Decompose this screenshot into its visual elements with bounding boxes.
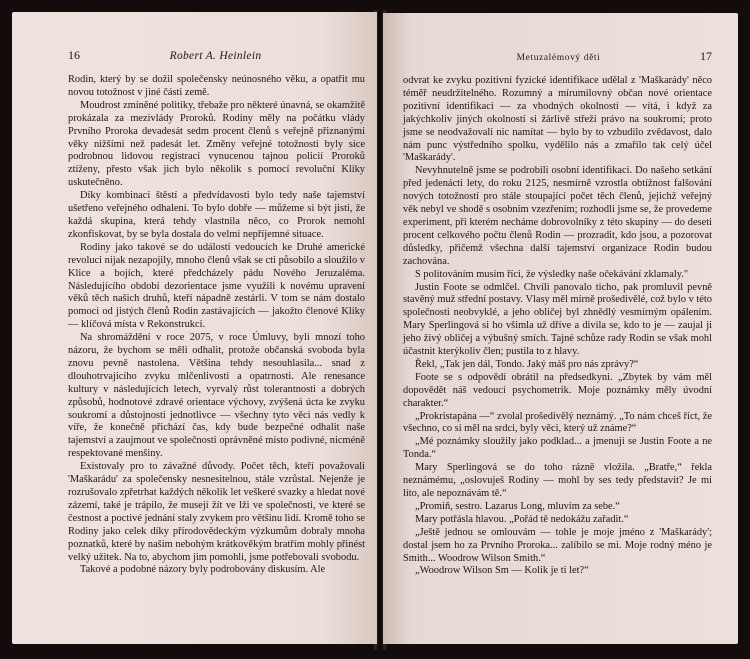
paragraph: Takové a podobné názory byly podrobovány diskusím. Ale — [80, 564, 326, 576]
paragraph: Mary potřásla hlavou. „Pořád tě nedokážu zařadit.“ — [415, 513, 629, 525]
paragraph: Mary Sperlingová se do toho rázně vložila. „Bratře,“ řekla neznámému, „oslovuješ Rodiny — mohl by ses tedy představit? Je mi líto, ale nepoznávám tě.“ — [403, 462, 712, 499]
right-page-number: 17 — [700, 49, 712, 63]
paragraph: Existovaly pro to závažné důvody. Počet těch, kteří považovali 'Maškarádu' za společensky nesnesitelnou, stále vzrůstal. Nejenže je rozrušovalo zpřetrhat každých několik let veškeré svazky a hledat nové zázemí, také je trápilo, že musejí žít ve lži ve společnosti, ve které se čestnost a poctivé jednání staly zvykem pro většinu lidí. Kromě toho se Rodiny jako celek díky přírodovědeckým výzkumům dobraly mnoha poznatků, které by našim nebohým krátkověkým bratřím mohly přinést velký užitek. Na to, abychom jim pomohli, jsme potřebovali svobodu. — [68, 461, 365, 563]
right-page-header — [403, 49, 712, 63]
right-page-body — [403, 75, 712, 578]
paragraph: „Ještě jednou se omlouvám — tohle je moje jméno z 'Maškarády'; dostal jsem ho za Prvního Proroka... zalíbilo se mi. Moje rodný méno je Smith... Woodrow Wilson Smith.“ — [403, 526, 712, 564]
paragraph: Na shromáždění v roce 2075, v roce Úmluvy, byli mnozí toho názoru, že bychom se měli odhalit, protože občanská svoboda byla znovu pevně nastolena. Většina tehdy nesouhlasila... snad z dlouhotrvajícího zvyku mlčenlivosti a opatrnosti. Ale renesance kultury v následujících letech, vyrvalý růst tolerantnosti a dobrých způsobů, hodnotové zdravé orientace výchovy, zvýšená úcta ke zvyku soukromí a důstojnosti jednotlivce — všechny tyto věci nás vedly k víře, že konečně přichází čas, kdy bude bezpečné odhalit naše tajemství a zaujmout ve společnosti oprávněné místo podivné, nicméně respektované menšiny. — [68, 332, 365, 460]
left-running-head: Robert A. Heinlein — [169, 50, 262, 62]
left-page-number: 16 — [68, 48, 80, 62]
paragraph: S politováním musím říci, že výsledky naše očekávání zklamaly." — [415, 268, 689, 280]
paragraph: Rodin, který by se dožil společensky neúnosného věku, a opatřit mu novou totožnost v jiné části země. — [68, 74, 365, 98]
right-page — [383, 13, 738, 644]
paragraph: Foote se s odpovědí obrátil na předsedkyni. „Zbytek by vám měl dopovědět náš vedoucí psychometrik. Moje poznámky měly úvodní charakter.“ — [403, 371, 712, 409]
paragraph: „Prokristapána —“ zvolal prošedivělý neznámý. „To nám chceš říct, že všechno, co si měl na srdci, byly věci, který už známe?“ — [403, 410, 712, 435]
left-page-header — [68, 48, 365, 62]
right-running-head: Metuzalémový děti — [516, 53, 601, 63]
paragraph: „Woodrow Wilson Sm — Kolik je ti let?“ — [415, 565, 589, 577]
paragraph: Justin Foote se odmlčel. Chvíli panovalo ticho, pak promluvil pevně stavěný muž střední postavy. Vlasy měl mírně prošedivělé, což bylo v této společnosti neobvyklé, a jeho obličej byl zhnědlý vesmírným opálením. Mary Sperlingová si ho všimla už dříve a divila se, kdo to je — zaujal ji jeho živý obličej a výbušný smích. Tajné schůze rady Rodin se však mohl účastnit kterýkoliv člen; pustila to z hlavy. — [403, 281, 712, 358]
paragraph: Řekl, „Tak jen dál, Tondo. Jaký máš pro nás zprávy?“ — [415, 358, 639, 370]
paragraph: „Promiň, sestro. Lazarus Long, mluvím za sebe.“ — [415, 500, 620, 512]
paragraph: Díky kombinaci štěstí a předvídavosti bylo tedy naše tajemství ušetřeno veřejného odhalení. To bylo dobře — můžeme si být jisti, že každá skupina, která tehdy vlastnila něco, co Prorok nemohl zkonfiskovat, by se byla dostala do velmi nepříjemné situace. — [68, 190, 365, 240]
paragraph: „Mé poznámky sloužily jako podklad... a jmenuji se Justin Foote a ne Tonda.“ — [403, 436, 712, 461]
paragraph: Rodiny jako takové se do událostí vedoucích ke Druhé americké revoluci nijak nezapojily, mnoho členů však se cti působilo a sloužilo v Klice a bojích, které předcházely pádu Nového Jeruzaléma. Následujícího období dezorientace jsme využili k novému upravení věků těch našich druhů, kteří nápadně zestárli. V tom se nám dostalo pomoci od jistých členů Rodin zastávajících — jakožto členové Kliky — klíčová místa v Rekonstrukci. — [68, 241, 365, 331]
paragraph: odvrat ke zvyku pozitivní fyzické identifikace udělal z 'Maškarády' něco téměř neudržitelného. Rozumný a mírumilovný občan nové orientace pozitivní identifikaci — za vhodných okolností — vítá, i když za jakýchkoliv jiných okolností si žárlivě střeží právo na soukromí; proto jsme se neodvažovali nic namítat — bylo by to vzbudilo zvědavost, dalo nám punc výstředního spolku, vydělilo nás a zmařilo tak celý účel 'Maškarády'. — [403, 75, 712, 164]
left-page-body — [68, 74, 365, 577]
paragraph: Moudrost zmíněné politiky, třebaže pro některé únavná, se okamžitě prokázala za mezivlády Proroků. Rodiny měly na počátku vlády Prvního Proroka devadesát sedm procent členů s veřejně přiznanými věky nižšími než padesát let. Změny veřejné totožnosti byly sice podrobnou lidovou registrací vynucenou tajnou policií Proroků ztíženy, přesto však jich bylo několik s pomocí revoluční Kliky uskutečněno. — [68, 99, 365, 189]
left-page — [12, 12, 377, 644]
paragraph: Nevyhnutelně jsme se podrobili osobní identifikaci. Do našeho setkání před jedenácti lety, do roku 2125, nesmírně vzrostla obtížnost falšování nových totožností pro stále stoupající počet těch členů, jejichž veřejný věk nebyl ve shodě s osobním vzezřením; rozhodli jsme se, že provedeme experiment, při kterém necháme dobrovolníky z této skupiny — do deseti procent celkového počtu členů Rodin — prozradit, kdo jsou, a pozorovat důsledky, přičemž všechna další tajemství organizace Rodin budou zachována. — [403, 165, 712, 267]
